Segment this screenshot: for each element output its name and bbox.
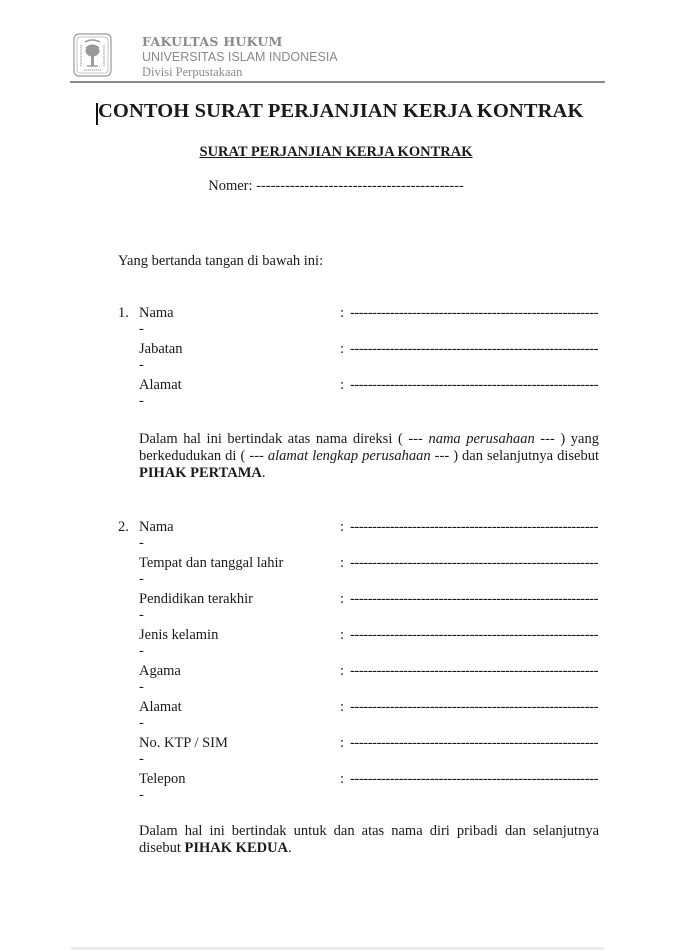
field-colon: : xyxy=(340,591,345,607)
field-label: Agama xyxy=(139,663,181,679)
field-dash: - xyxy=(139,535,144,551)
field-colon: : xyxy=(340,663,345,679)
document-number: Nomer: ------------------------------------------- xyxy=(208,178,464,194)
field-row xyxy=(118,771,600,807)
field-blank-line: -------------------------------------------------------- xyxy=(350,771,599,787)
field-label: Nama xyxy=(139,519,174,535)
field-dash: - xyxy=(139,571,144,587)
field-row xyxy=(118,663,600,699)
university-seal-icon xyxy=(73,33,112,77)
field-blank-line: -------------------------------------------------------- xyxy=(350,305,599,321)
faculty-name: FAKULTAS HUKUM xyxy=(142,34,283,49)
field-colon: : xyxy=(340,555,345,571)
field-blank-line: -------------------------------------------------------- xyxy=(350,663,599,679)
field-colon: : xyxy=(340,377,345,393)
field-blank-line: -------------------------------------------------------- xyxy=(350,555,599,571)
party-2-fields xyxy=(118,519,600,807)
field-colon: : xyxy=(340,699,345,715)
field-row xyxy=(118,735,600,771)
field-label: Alamat xyxy=(139,699,182,715)
list-number: 2. xyxy=(118,519,129,535)
field-label: Nama xyxy=(139,305,174,321)
party-1-designation: PIHAK PERTAMA xyxy=(139,465,262,481)
field-dash: - xyxy=(139,787,144,803)
field-blank-line: -------------------------------------------------------- xyxy=(350,699,599,715)
field-label: No. KTP / SIM xyxy=(139,735,228,751)
field-row xyxy=(118,519,600,555)
field-colon: : xyxy=(340,627,345,643)
document-subtitle: SURAT PERJANJIAN KERJA KONTRAK xyxy=(199,144,473,160)
field-dash: - xyxy=(139,357,144,373)
field-dash: - xyxy=(139,393,144,409)
field-row xyxy=(118,305,600,341)
intro-text: Yang bertanda tangan di bawah ini: xyxy=(118,253,324,269)
field-row xyxy=(118,341,600,377)
field-row xyxy=(118,555,600,591)
party-2-designation: PIHAK KEDUA xyxy=(184,840,289,856)
field-label: Tempat dan tanggal lahir xyxy=(139,555,284,571)
field-blank-line: -------------------------------------------------------- xyxy=(350,627,599,643)
field-dash: - xyxy=(139,607,144,623)
field-colon: : xyxy=(340,305,345,321)
field-colon: : xyxy=(340,519,345,535)
list-number: 1. xyxy=(118,305,129,321)
field-colon: : xyxy=(340,771,345,787)
field-label: Jabatan xyxy=(139,341,183,357)
letterhead-rule xyxy=(70,81,605,83)
field-dash: - xyxy=(139,643,144,659)
field-label: Alamat xyxy=(139,377,182,393)
page-bottom-edge xyxy=(71,947,604,950)
field-row xyxy=(118,627,600,663)
document-title: CONTOH SURAT PERJANJIAN KERJA KONTRAK xyxy=(98,100,584,122)
division-name: Divisi Perpustakaan xyxy=(142,65,243,79)
field-colon: : xyxy=(340,341,345,357)
field-dash: - xyxy=(139,715,144,731)
field-colon: : xyxy=(340,735,345,751)
field-label: Jenis kelamin xyxy=(139,627,219,643)
university-name: UNIVERSITAS ISLAM INDONESIA xyxy=(142,50,338,64)
field-dash: - xyxy=(139,321,144,337)
party-2-paragraph: Dalam hal ini bertindak untuk dan atas nama diri pribadi dan selanjutnya disebut PIHAK KEDUA. xyxy=(139,823,599,856)
field-row xyxy=(118,591,600,627)
field-label: Pendidikan terakhir xyxy=(139,591,253,607)
party-1-fields xyxy=(118,305,600,413)
field-row xyxy=(118,699,600,735)
field-row xyxy=(118,377,600,413)
field-dash: - xyxy=(139,679,144,695)
field-label: Telepon xyxy=(139,771,186,787)
field-blank-line: -------------------------------------------------------- xyxy=(350,377,599,393)
field-blank-line: -------------------------------------------------------- xyxy=(350,735,599,751)
field-blank-line: -------------------------------------------------------- xyxy=(350,591,599,607)
field-dash: - xyxy=(139,751,144,767)
field-blank-line: -------------------------------------------------------- xyxy=(350,341,599,357)
party-1-paragraph: Dalam hal ini bertindak atas nama direksi ( --- nama perusahaan --- ) yang berkedudukan di ( --- alamat lengkap perusahaan --- ) dan selanjutnya disebut PIHAK PERTAMA. xyxy=(139,431,599,481)
field-blank-line: -------------------------------------------------------- xyxy=(350,519,599,535)
letterhead xyxy=(70,31,605,83)
